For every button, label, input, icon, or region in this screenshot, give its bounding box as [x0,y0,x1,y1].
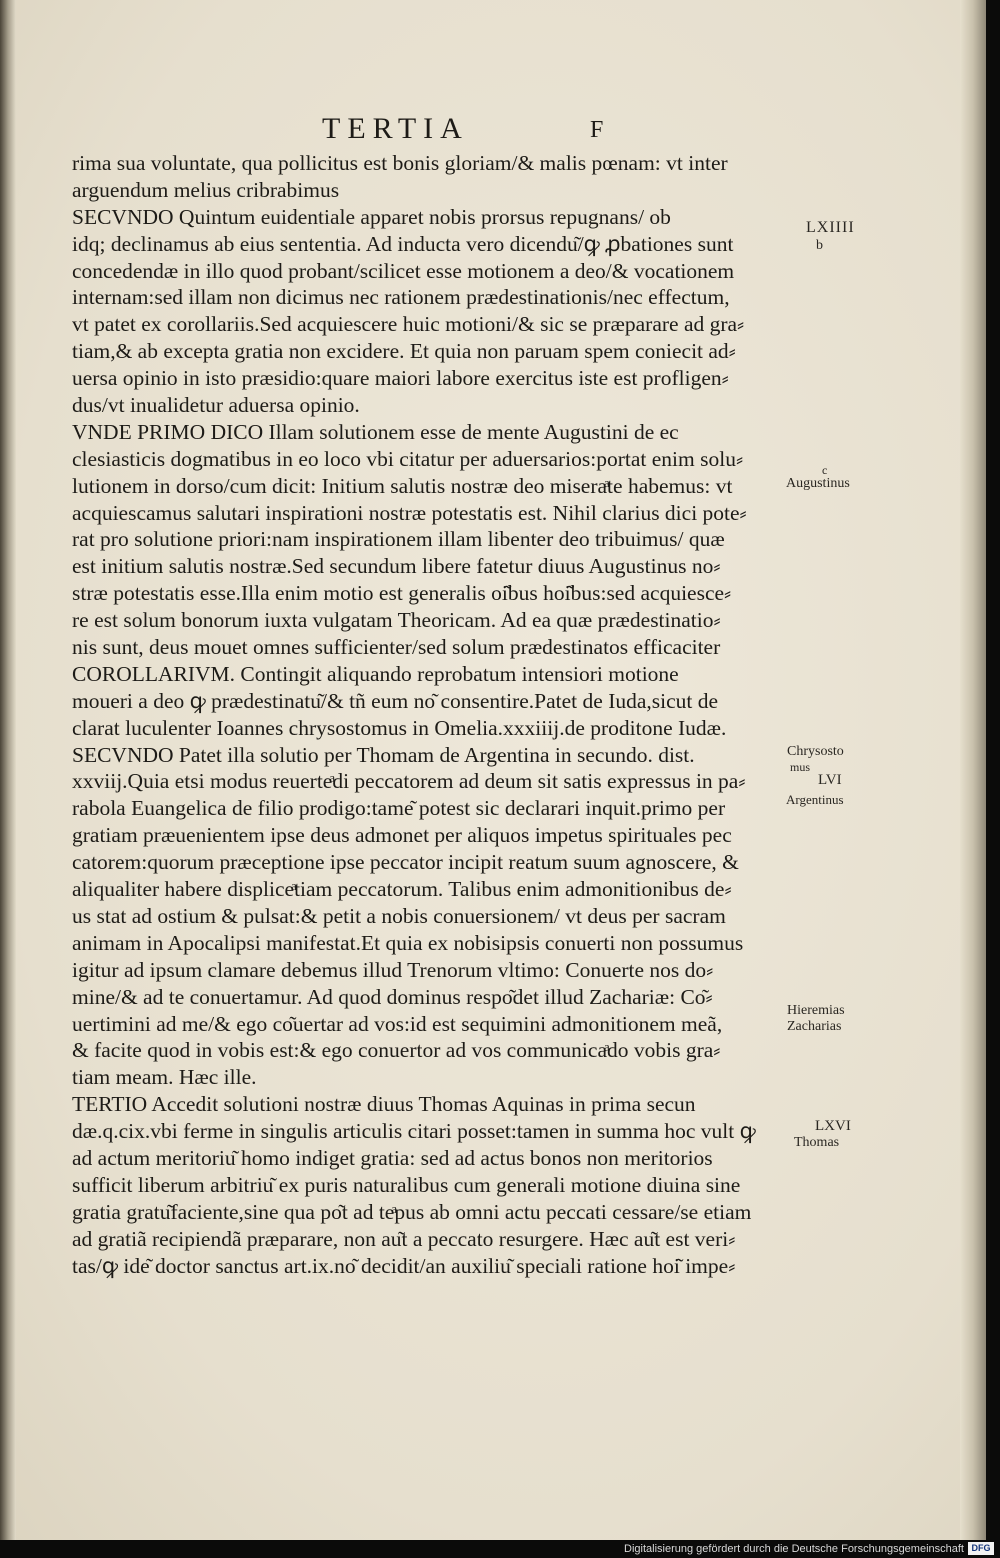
text-line: stræ potestatis esse.Illa enim motio est generalis oi͂bus hoi͂bus:sed acquiesce⸗ [72,581,732,606]
body-text [72,150,782,1279]
text-line: concedendæ in illo quod probant/scilicet esse motionem a deo/& vocationem [72,258,735,283]
text-line: sufficit liberum arbitriu͂ ex puris naturalibus cum generali motione diuina sine [72,1172,741,1197]
text-line: SECVNDO Patet illa solutio per Thomam de Argentina in secundo. dist. [72,742,695,767]
text-line: tiam meam. Hæc ille. [72,1065,257,1090]
text-line: tas/ꝙ ide͂ doctor sanctus art.ix.no͂ decidit/an auxiliu͂ speciali ratione hoi͂ impe⸗ [72,1253,736,1278]
text-line: SECVNDO Quintum euidentiale apparet nobis prorsus repugnans/ ob [72,204,671,229]
margin-note-lvi: LVI [818,772,842,788]
text-line: re est solum bonorum iuxta vulgatam Theoricam. Ad ea quæ prædestinatio⸗ [72,608,721,633]
text-line: clarat luculenter Ioannes chrysostomus in Omelia.xxxiiij.de proditone Iudæ. [72,715,727,740]
margin-note-b: b [816,238,823,253]
header-mark: F [590,117,604,143]
text-line: nis sunt, deus mouet omnes sufficienter/sed solum prædestinatos efficaciter [72,635,721,660]
text-line: uersa opinio in isto præsidio:quare maiori labore exercitus iste est profligen⸗ [72,366,729,391]
text-line: uertimini ad me/& ego co͂uertar ad vos:id est sequimini admonitionem meã, [72,1011,723,1036]
text-line: dæ.q.cix.vbi ferme in singulis articulis citari posset:tamen in summa hoc vult ꝙ [72,1119,756,1144]
text-line: vt patet ex corollariis.Sed acquiescere huic motioni/& sic se præparare ad gra⸗ [72,312,745,337]
digitization-credit: Digitalisierung gefördert durch die Deutsche Forschungsgemeinschaft [624,1543,964,1555]
text-line: moueri a deo ꝙ prædestinatu͂/& tñ eum no͂ consentire.Patet de Iuda,sicut de [72,688,719,713]
text-line: gratiam præuenientem ipse deus admonet per aliquos impetus spirituales pec [72,823,732,848]
margin-note-thomas: Thomas [794,1135,840,1150]
text-line: ad actum meritoriu͂ homo indiget gratia: sed ad actus bonos non meritorios [72,1145,713,1170]
text-line: arguendum melius cribrabimus [72,177,340,202]
text-line: tiam,& ab excepta gratia non excidere. Et quia non paruam spem coniecit ad⸗ [72,339,736,364]
text-line: catorem:quorum præceptione ipse peccator incipit reatum suum agnoscere, & [72,850,739,875]
margin-note-augustinus: Augustinus [786,476,850,491]
text-line: us stat ad ostium & pulsat:& petit a nobis conuersionem/ vt deus per sacram [72,903,726,928]
text-line: TERTIO Accedit solutioni nostræ diuus Thomas Aquinas in prima secun [72,1092,696,1117]
text-line: clesiasticis dogmatibus in eo loco vbi citatur per aduersarios:portat enim solu⸗ [72,446,744,471]
text-line: ad gratiã recipiendã præparare, non au͂t a peccato resurgere. Hæc au͂t est veri⸗ [72,1226,736,1251]
text-line: & facite quod in vobis est:& ego conuertor ad vos communicaͣdo vobis gra⸗ [72,1038,721,1063]
text-line: idq; declinamus ab eius sententia. Ad inducta vero dicendu͂/ꝙ ꝓbationes sunt [72,231,734,256]
margin-note-zacharias: Zacharias [787,1019,842,1034]
text-line: lutionem in dorso/cum dicit: Initium salutis nostræ deo miseraͣte habemus: vt [72,473,733,498]
text-line: rat pro solutione priori:nam inspirationem illam libenter deo tribuimus/ quæ [72,527,725,552]
page-binding-shadow [0,0,16,1540]
text-line: est initium salutis nostræ.Sed secundum libere fatetur diuus Augustinus no⸗ [72,554,721,579]
text-line: xxviij.Quia etsi modus reuerteͣdi peccatorem ad deum sit satis expressus in pa⸗ [72,769,746,794]
text-line: COROLLARIVM. Contingit aliquando reprobatum intensiori motione [72,661,679,686]
margin-note-lxiiii: LXIIII [806,219,855,236]
text-line: rabola Euangelica de filio prodigo:tame͂ potest sic declarari inquit.primo per [72,796,726,821]
text-line: internam:sed illam non dicimus nec rationem prædestinationis/nec effectum, [72,285,730,310]
text-line: acquiescamus salutari inspirationi nostræ potestatis est. Nihil clarius dici pote⸗ [72,500,747,525]
text-line: aliqualiter habere displiceͣtiam peccatorum. Talibus enim admonitionibus de⸗ [72,877,732,902]
text-line: rima sua voluntate, qua pollicitus est bonis gloriam/& malis pœnam: vt inter [72,151,728,175]
text-line: VNDE PRIMO DICO Illam solutionem esse de mente Augustini de ec [72,419,679,444]
text-line: gratia gratu͂faciente,sine qua po͂t ad teͣpus ab omni actu peccati cessare/se etiam [72,1199,752,1224]
text-line: dus/vt inualidetur aduersa opinio. [72,393,360,418]
text-line: animam in Apocalipsi manifestat.Et quia ex nobisipsis conuerti non possumus [72,930,744,955]
margin-note-argentinus: Argentinus [786,792,844,807]
margin-note-hieremias: Hieremias [787,1003,845,1018]
margin-note-lxvi: LXVI [815,1118,851,1134]
margin-note-mus: mus [790,760,811,774]
margin-note-chrysostomus: Chrysosto [787,744,844,759]
page-right-edge [960,0,986,1540]
margin-note-c: c [822,463,828,477]
text-line: igitur ad ipsum clamare debemus illud Trenorum vltimo: Conuerte nos do⸗ [72,957,714,982]
dfg-logo: DFG [968,1542,994,1555]
text-line: mine/& ad te conuertamur. Ad quod dominus respo͂det illud Zachariæ: Co͂⸗ [72,984,713,1009]
running-header: TERTIA [322,112,469,145]
